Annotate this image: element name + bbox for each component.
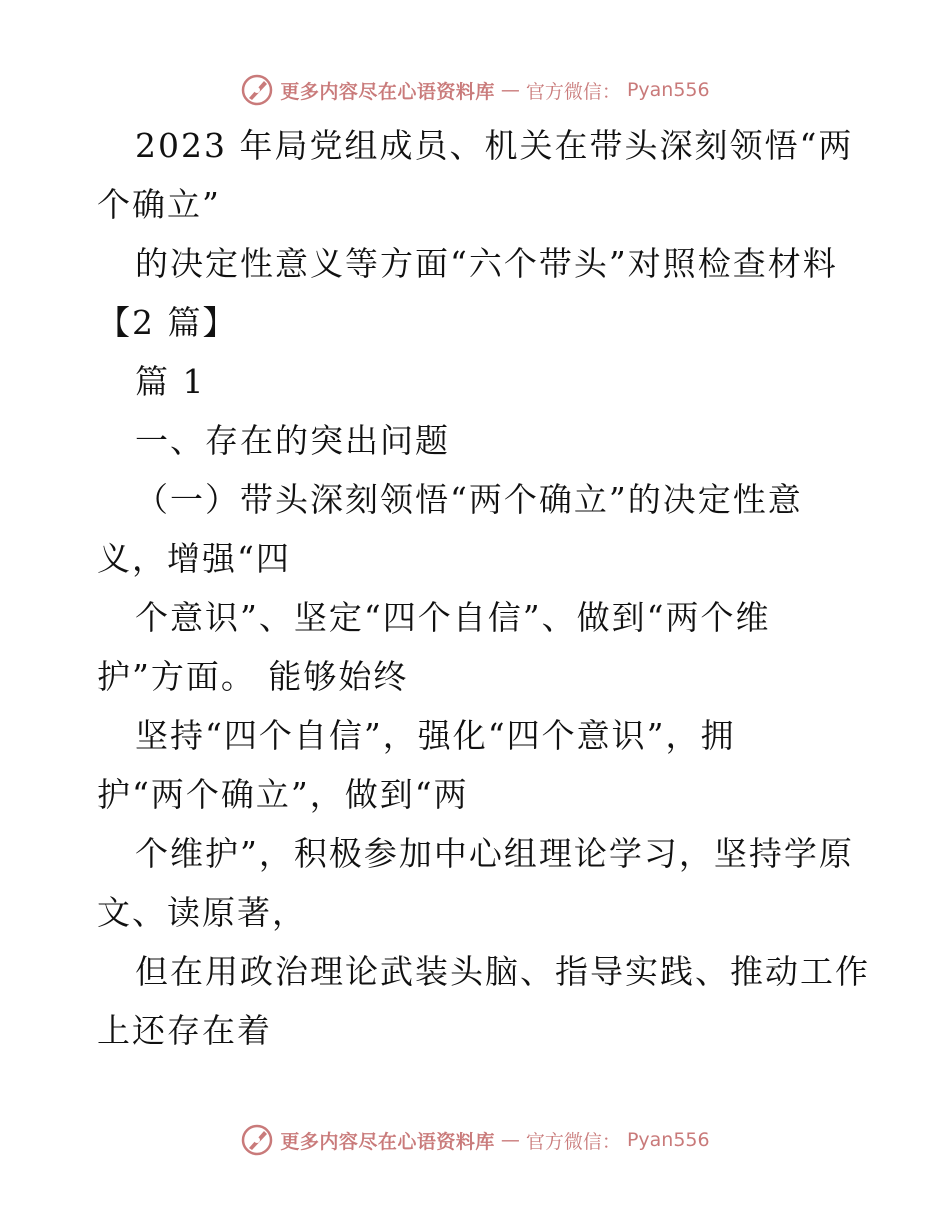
watermark-separator: — [500,1129,520,1151]
doc-title-line-2: 个确立” [97,185,221,224]
doc-paragraph-line: 文、读原著， [97,893,307,932]
doc-paragraph-line: 但在用政治理论武装头脑、指导实践、推动工作 [135,952,870,991]
watermark-separator: — [500,79,520,101]
doc-heading: 一、存在的突出问题 [135,421,450,460]
doc-title-line-1: 2023 年局党组成员、机关在带头深刻领悟“两 [135,126,854,165]
quill-circle-logo-icon [240,73,274,107]
header-watermark [0,70,950,110]
doc-subheading-line-2: 义，增强“四 [97,539,291,578]
doc-paragraph-line: 护“两个确立”，做到“两 [97,775,469,814]
footer-watermark [0,1120,950,1160]
doc-section-label: 篇 1 [135,362,206,401]
doc-paragraph-line: 个意识”、坚定“四个自信”、做到“两个维 [135,598,771,637]
doc-paragraph-line: 坚持“四个自信”，强化“四个意识”，拥 [135,716,736,755]
doc-title-line-3: 的决定性意义等方面“六个带头”对照检查材料 [135,244,838,283]
doc-paragraph-line: 护”方面。 能够始终 [97,657,409,696]
watermark-wechat-label: 官方微信： [525,80,621,103]
quill-circle-logo-icon [240,1123,274,1157]
doc-paragraph-line: 个维护”，积极参加中心组理论学习，坚持学原 [135,834,854,873]
doc-subheading-line-1: （一）带头深刻领悟“两个确立”的决定性意 [135,480,803,519]
watermark-wechat-id: Pyan556 [626,1129,710,1151]
watermark-brand: 更多内容尽在心语资料库 [280,1130,495,1153]
watermark-brand: 更多内容尽在心语资料库 [280,80,495,103]
watermark-wechat-id: Pyan556 [626,79,710,101]
doc-title-line-4: 【2 篇】 [97,303,238,342]
doc-paragraph-line: 上还存在着 [97,1011,272,1050]
watermark-wechat-label: 官方微信： [525,1130,621,1153]
